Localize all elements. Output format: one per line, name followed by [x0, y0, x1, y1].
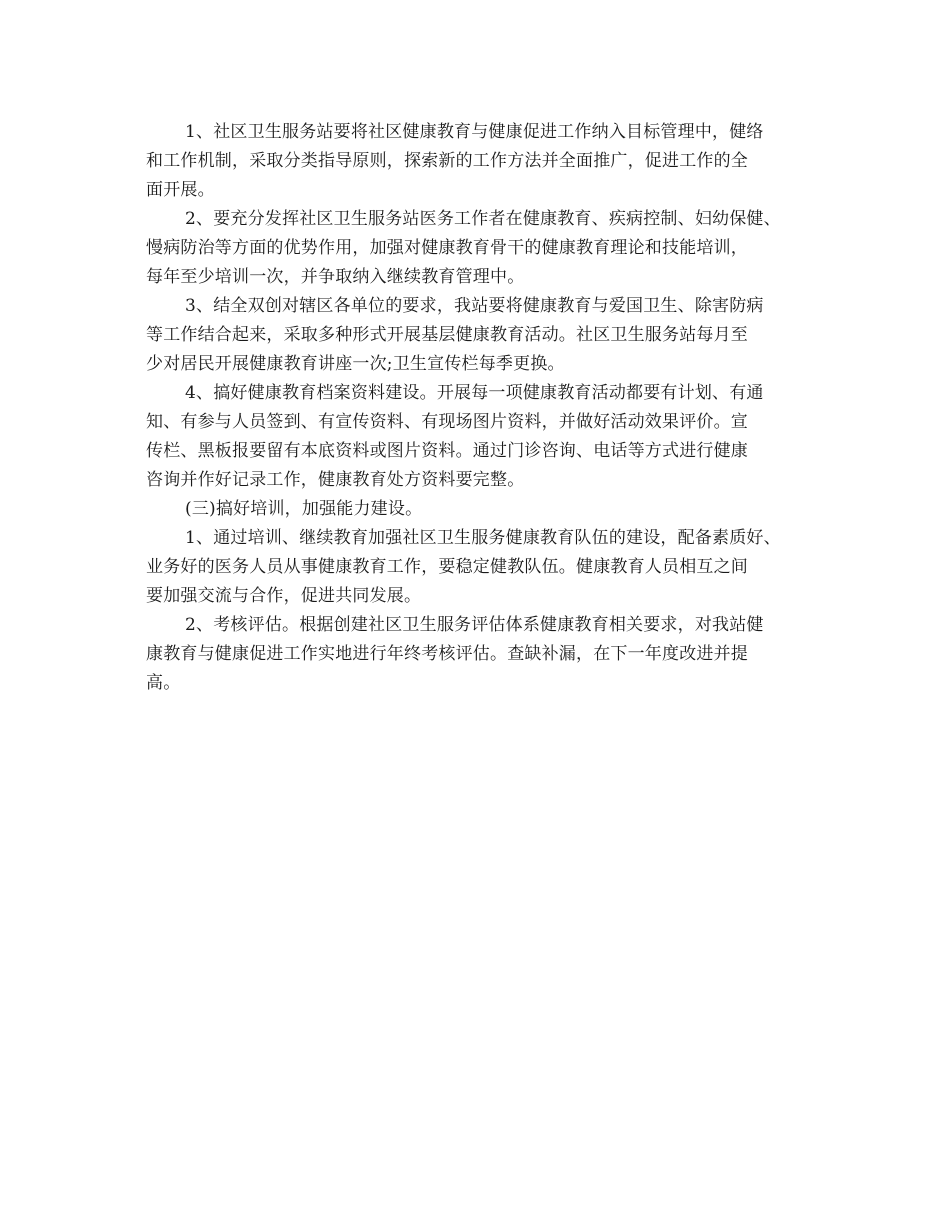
paragraph-line: 高。	[146, 673, 181, 693]
section-heading-training	[146, 495, 816, 524]
paragraph-line: 每年至少培训一次，并争取纳入继续教育管理中。	[146, 267, 525, 287]
section-heading: (三)搞好培训，加强能力建设。	[185, 499, 423, 519]
paragraph-line: 康教育与健康促进工作实地进行年终考核评估。查缺补漏，在下一年度改进并提	[146, 644, 748, 664]
paragraph-line: 知、有参与人员签到、有宣传资料、有现场图片资料，并做好活动效果评价。宣	[146, 412, 748, 432]
paragraph-training-item-1	[146, 524, 816, 611]
paragraph-item-3-activities	[146, 292, 816, 379]
paragraph-line: 和工作机制，采取分类指导原则，探索新的工作方法并全面推广，促进工作的全	[146, 151, 748, 171]
paragraph-line: 咨询并作好记录工作，健康教育处方资料要完整。	[146, 470, 525, 490]
paragraph-line: 4、搞好健康教育档案资料建设。开展每一项健康教育活动都要有计划、有通	[185, 383, 764, 403]
paragraph-line: 慢病防治等方面的优势作用，加强对健康教育骨干的健康教育理论和技能培训，	[146, 238, 748, 258]
paragraph-line: 业务好的医务人员从事健康教育工作，要稳定健教队伍。健康教育人员相互之间	[146, 557, 748, 577]
document-body	[146, 118, 816, 698]
paragraph-line: 要加强交流与合作，促进共同发展。	[146, 586, 422, 606]
paragraph-line: 2、要充分发挥社区卫生服务站医务工作者在健康教育、疾病控制、妇幼保健、	[185, 209, 781, 229]
paragraph-training-item-2	[146, 611, 816, 698]
paragraph-line: 等工作结合起来，采取多种形式开展基层健康教育活动。社区卫生服务站每月至	[146, 325, 748, 345]
paragraph-line: 1、社区卫生服务站要将社区健康教育与健康促进工作纳入目标管理中，健络	[185, 122, 764, 142]
paragraph-line: 传栏、黑板报要留有本底资料或图片资料。通过门诊咨询、电话等方式进行健康	[146, 441, 748, 461]
paragraph-item-4-archives	[146, 379, 816, 495]
paragraph-line: 少对居民开展健康教育讲座一次;卫生宣传栏每季更换。	[146, 354, 565, 374]
paragraph-item-2-medical-staff-role	[146, 205, 816, 292]
paragraph-line: 3、结全双创对辖区各单位的要求，我站要将健康教育与爱国卫生、除害防病	[185, 296, 764, 316]
paragraph-line: 1、通过培训、继续教育加强社区卫生服务健康教育队伍的建设，配备素质好、	[185, 528, 781, 548]
paragraph-item-1-target-management	[146, 118, 816, 205]
paragraph-line: 面开展。	[146, 180, 215, 200]
paragraph-line: 2、考核评估。根据创建社区卫生服务评估体系健康教育相关要求，对我站健	[185, 615, 764, 635]
